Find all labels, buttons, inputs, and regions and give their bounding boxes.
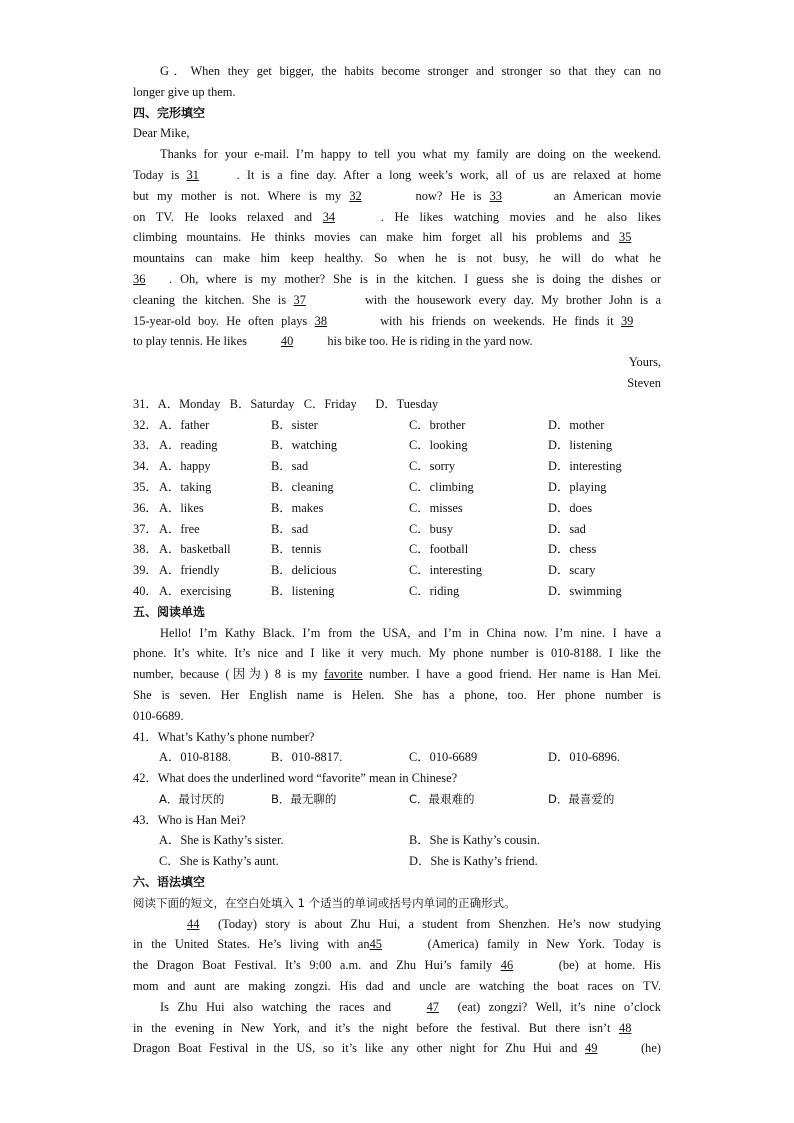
question-42-stem: 42．What does the underlined word “favorite” mean in Chinese?: [133, 771, 458, 786]
option-g-line2: longer give up them.: [133, 84, 236, 99]
grammar-line: Dragon Boat Festival in the US, so it’s like any other night for Zhu Hui and 49 (he): [133, 1038, 661, 1059]
option-a[interactable]: A．最讨厌的: [159, 791, 225, 806]
option-b[interactable]: B．makes: [271, 500, 324, 515]
reading-line: She is seven. Her English name is Helen. She has a phone, too. Her phone number is: [133, 687, 661, 702]
question-35: 35． A．taking B．cleaning C．climbing D．playing: [133, 477, 661, 498]
cloze-line: Thanks for your e-mail. I’m happy to tell you what my family are doing on the weekend.: [160, 147, 661, 162]
section-5-heading: 五、阅读单选: [133, 604, 206, 619]
option-a[interactable]: A．010-8188.: [159, 750, 231, 765]
option-d[interactable]: D．swimming: [548, 583, 622, 598]
option-c[interactable]: C．misses: [409, 500, 463, 515]
option-a[interactable]: A．reading: [159, 438, 218, 453]
option-b[interactable]: B．sad: [271, 521, 309, 536]
reading-line: phone. It’s white. It’s nice and I like it very much. My phone number is 010-8188. I like the: [133, 646, 661, 661]
question-32: 32． A．father B．sister C．brother D．mother: [133, 415, 661, 436]
grammar-line: in the United States. He’s living with an45 (America) family in New York. Today is: [133, 934, 661, 955]
question-33: 33． A．reading B．watching C．looking D．listening: [133, 435, 661, 456]
question-36: 36． A．likes B．makes C．misses D．does: [133, 498, 661, 519]
question-38: 38． A．basketball B．tennis C．football D．chess: [133, 539, 661, 560]
option-g-line1: G．When they get bigger, the habits become stronger and stronger so that they can no: [160, 64, 661, 78]
question-42-options: [133, 789, 661, 810]
option-b[interactable]: B．She is Kathy’s cousin.: [409, 833, 540, 848]
question-43-options-cd: [133, 851, 661, 872]
option-d[interactable]: D．listening: [548, 438, 613, 453]
option-c[interactable]: C．football: [409, 542, 469, 557]
option-a[interactable]: A．father: [159, 417, 210, 432]
option-b[interactable]: B．listening: [271, 583, 335, 598]
option-d[interactable]: D．She is Kathy’s friend.: [409, 854, 538, 869]
blank-39[interactable]: 39: [620, 313, 634, 328]
option-a[interactable]: A．exercising: [159, 583, 232, 598]
option[interactable]: A．Monday: [157, 396, 221, 411]
blank-36[interactable]: 36: [133, 271, 146, 286]
question-31: 31．A．Monday B．Saturday C．Friday D．Tuesday: [133, 396, 439, 411]
blank-38[interactable]: 38: [314, 313, 328, 328]
blank-32[interactable]: 32: [349, 188, 362, 203]
question-40: 40． A．exercising B．listening C．riding D．swimming: [133, 581, 661, 602]
option-d[interactable]: D．chess: [548, 542, 597, 557]
blank-35[interactable]: 35: [619, 230, 632, 245]
option-b[interactable]: B．sister: [271, 417, 318, 432]
option-d[interactable]: D．最喜爱的: [548, 791, 615, 806]
option[interactable]: B．Saturday: [229, 396, 295, 411]
option-a[interactable]: A．friendly: [159, 563, 220, 578]
reading-line: Hello! I’m Kathy Black. I’m from the USA, and I’m in China now. I’m nine. I have a: [160, 625, 661, 640]
grammar-line: in the evening in New York, and it’s the night before the festival. But there isn’t 48: [133, 1018, 661, 1039]
option-c[interactable]: C．climbing: [409, 479, 474, 494]
reading-line: 010-6689.: [133, 708, 184, 723]
option-c[interactable]: C．interesting: [409, 563, 482, 578]
option-a[interactable]: A．free: [159, 521, 200, 536]
letter-greeting: Dear Mike,: [133, 126, 190, 141]
question-41-options: [133, 747, 661, 768]
option-b[interactable]: B．delicious: [271, 563, 337, 578]
option-a[interactable]: A．likes: [159, 500, 204, 515]
blank-37[interactable]: 37: [293, 292, 306, 307]
blank-49[interactable]: 49: [585, 1041, 598, 1056]
option-c[interactable]: C．sorry: [409, 459, 456, 474]
grammar-line: Is Zhu Hui also watching the races and 47 (eat) zongzi? Well, it’s nine o’clock: [133, 997, 661, 1018]
option-c[interactable]: C．looking: [409, 438, 468, 453]
question-43-options-ab: [133, 830, 661, 851]
option-a[interactable]: A．She is Kathy’s sister.: [159, 833, 284, 848]
grammar-line: the Dragon Boat Festival. It’s 9:00 a.m. and Zhu Hui’s family 46 (be) at home. His: [133, 955, 661, 976]
blank-46[interactable]: 46: [500, 958, 514, 973]
option-d[interactable]: D．scary: [548, 563, 596, 578]
question-41-stem: 41．What’s Kathy’s phone number?: [133, 729, 315, 744]
blank-45[interactable]: 45: [369, 937, 382, 952]
cloze-line: mountains can make him keep healthy. So when he is not busy, he will do what he: [133, 251, 661, 266]
question-39: 39． A．friendly B．delicious C．interesting D．scary: [133, 560, 661, 581]
blank-31[interactable]: 31: [186, 167, 199, 182]
option[interactable]: C．Friday: [303, 396, 357, 411]
option-c[interactable]: C．busy: [409, 521, 454, 536]
grammar-line: 44 (Today) story is about Zhu Hui, a student from Shenzhen. He’s now studying: [133, 914, 661, 935]
cloze-line: on TV. He looks relaxed and 34 . He likes watching movies and he also likes: [133, 207, 661, 228]
option-b[interactable]: B．watching: [271, 438, 338, 453]
option-d[interactable]: D．playing: [548, 479, 607, 494]
cloze-line: cleaning the kitchen. She is 37 with the housework every day. My brother John is a: [133, 290, 661, 311]
worksheet-page: [133, 61, 661, 1059]
option-c[interactable]: C．010-6689: [409, 750, 478, 765]
blank-33[interactable]: 33: [489, 188, 502, 203]
underlined-word: favorite: [324, 667, 363, 682]
cloze-line: 36 . Oh, where is my mother? She is in the kitchen. I guess she is doing the dishes or: [133, 269, 661, 290]
letter-closing: Yours,: [628, 355, 661, 370]
blank-44[interactable]: 44: [187, 916, 200, 931]
letter-signature: Steven: [627, 375, 661, 390]
option-b[interactable]: B．010-8817.: [271, 750, 343, 765]
cloze-line: to play tennis. He likes 40 his bike too. He is riding in the yard now.: [133, 331, 661, 352]
option-b[interactable]: B．sad: [271, 459, 309, 474]
reading-line: number, because (因为) 8 is my favorite number. I have a good friend. Her name is Han Mei.: [133, 667, 661, 682]
blank-48[interactable]: 48: [619, 1020, 632, 1035]
option-d[interactable]: D．interesting: [548, 459, 622, 474]
question-34: 34． A．happy B．sad C．sorry D．interesting: [133, 456, 661, 477]
option-d[interactable]: D．010-6896.: [548, 750, 620, 765]
option-c[interactable]: C．riding: [409, 583, 460, 598]
option-c[interactable]: C．brother: [409, 417, 466, 432]
option-d[interactable]: D．sad: [548, 521, 586, 536]
section-4-heading: 四、完形填空: [133, 105, 206, 120]
option-d[interactable]: D．does: [548, 500, 593, 515]
blank-40[interactable]: 40: [280, 334, 294, 349]
cloze-line: but my mother is not. Where is my 32 now? He is 33 an American movie: [133, 186, 661, 207]
option-d[interactable]: D．mother: [548, 417, 605, 432]
section-6-instruction: 阅读下面的短文，在空白处填入 1 个适当的单词或括号内单词的正确形式。: [133, 895, 516, 910]
option-c[interactable]: C．She is Kathy’s aunt.: [159, 854, 279, 869]
option-b[interactable]: B．最无聊的: [271, 791, 337, 806]
option[interactable]: D．Tuesday: [375, 396, 439, 411]
option-a[interactable]: A．basketball: [159, 542, 231, 557]
blank-47[interactable]: 47: [426, 999, 439, 1014]
option-c[interactable]: C．最艰难的: [409, 791, 475, 806]
grammar-line: mom and aunt are making zongzi. His dad and uncle are watching the boat races on TV.: [133, 979, 661, 994]
question-43-stem: 43．Who is Han Mei?: [133, 812, 246, 827]
option-b[interactable]: B．tennis: [271, 542, 322, 557]
option-a[interactable]: A．taking: [159, 479, 212, 494]
blank-34[interactable]: 34: [322, 209, 336, 224]
option-b[interactable]: B．cleaning: [271, 479, 334, 494]
cloze-line: climbing mountains. He thinks movies can make him forget all his problems and 35: [133, 227, 661, 248]
cloze-line: Today is 31 . It is a fine day. After a long week’s work, all of us are relaxed at home: [133, 165, 661, 186]
option-a[interactable]: A．happy: [159, 459, 211, 474]
cloze-line: 15-year-old boy. He often plays 38 with his friends on weekends. He finds it 39: [133, 311, 661, 332]
question-37: 37． A．free B．sad C．busy D．sad: [133, 519, 661, 540]
section-6-heading: 六、语法填空: [133, 875, 206, 890]
